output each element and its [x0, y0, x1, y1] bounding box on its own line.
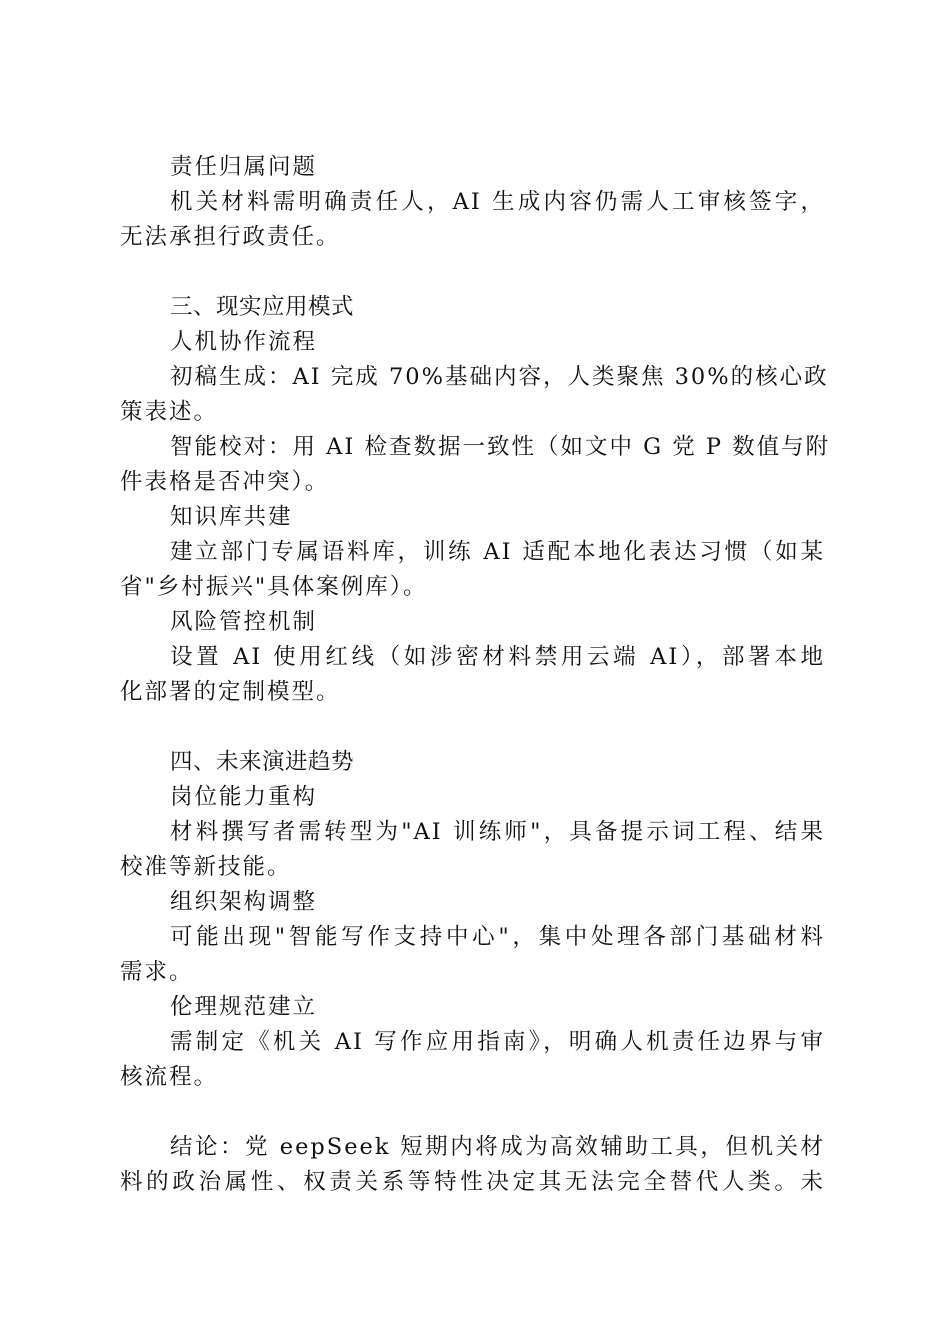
subtitle-knowledge-base: 知识库共建 — [170, 504, 293, 530]
section-spacer — [120, 1095, 825, 1130]
paragraph-line: 机关材料需明确责任人，AI 生成内容仍需人工审核签字， — [170, 189, 825, 215]
document-page — [120, 150, 831, 1200]
conclusion-line: 料的政治属性、权责关系等特性决定其无法完全替代人类。未 — [120, 1169, 825, 1195]
conclusion-line: 结论：党 eepSeek 短期内将成为高效辅助工具，但机关材 — [170, 1134, 825, 1160]
paragraph-line: 需制定《机关 AI 写作应用指南》，明确人机责任边界与审 — [170, 1029, 825, 1055]
subtitle-capability: 岗位能力重构 — [170, 784, 318, 810]
paragraph-line: 无法承担行政责任。 — [120, 224, 341, 250]
paragraph-line: 件表格是否冲突）。 — [120, 469, 330, 495]
section-spacer — [120, 710, 825, 745]
paragraph-line: 校准等新技能。 — [120, 854, 292, 880]
paragraph-line: 建立部门专属语料库，训练 AI 适配本地化表达习惯（如某 — [170, 539, 825, 565]
section-heading-four: 四、未来演进趋势 — [170, 749, 355, 775]
section-heading-three: 三、现实应用模式 — [170, 294, 355, 320]
subtitle-organization: 组织架构调整 — [170, 889, 318, 915]
paragraph-line: 设置 AI 使用红线（如涉密材料禁用云端 AI），部署本地 — [170, 644, 825, 670]
paragraph-line: 核流程。 — [120, 1064, 219, 1090]
subtitle-risk-control: 风险管控机制 — [170, 609, 318, 635]
paragraph-line: 策表述。 — [120, 399, 219, 425]
subtitle-collaboration: 人机协作流程 — [170, 329, 318, 355]
paragraph-line: 材料撰写者需转型为"AI 训练师"，具备提示词工程、结果 — [170, 819, 825, 845]
paragraph-line: 初稿生成：AI 完成 70%基础内容，人类聚焦 30%的核心政 — [170, 364, 829, 390]
paragraph-line: 可能出现"智能写作支持中心"，集中处理各部门基础材料 — [170, 924, 825, 950]
paragraph-line: 化部署的定制模型。 — [120, 679, 341, 705]
paragraph-line: 智能校对：用 AI 检查数据一致性（如文中 G 党 P 数值与附 — [170, 434, 831, 460]
subtitle-ethics: 伦理规范建立 — [170, 994, 318, 1020]
section-spacer — [120, 255, 825, 290]
paragraph-line: 省"乡村振兴"具体案例库）。 — [120, 574, 428, 600]
paragraph-line: 需求。 — [120, 959, 194, 985]
subtitle-responsibility: 责任归属问题 — [170, 154, 318, 180]
